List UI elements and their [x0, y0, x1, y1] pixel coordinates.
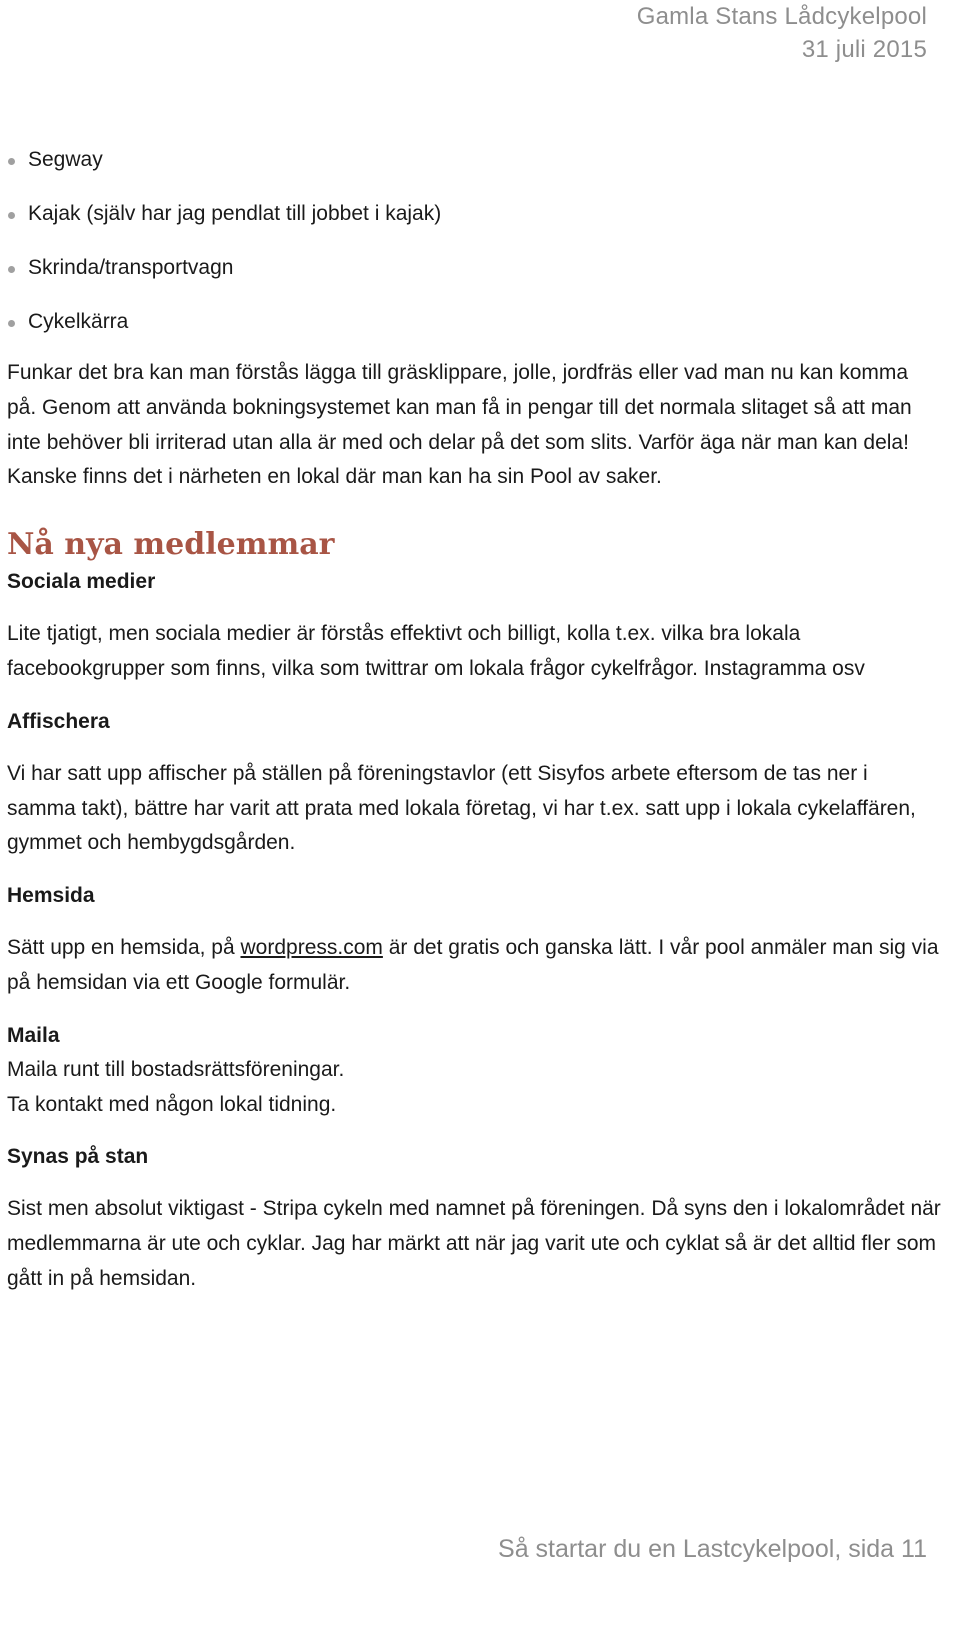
header-date: 31 juli 2015	[801, 36, 927, 63]
paragraph-synas-pa-stan: Sist men absolut viktigast - Stripa cykeln med namnet på föreningen. Då syns den i lokalområdet när medlemmarna är ute och cyklar. Jag har märkt att när jag varit ute och cyklat så är det alltid fler som gått in på hemsidan.	[7, 1197, 941, 1290]
wordpress-link[interactable]: wordpress.com	[240, 936, 383, 960]
bullet-icon	[8, 158, 15, 165]
subheading-sociala-medier: Sociala medier	[7, 570, 156, 594]
subheading-hemsida: Hemsida	[7, 884, 95, 908]
section-title: Nå nya medlemmar	[7, 527, 335, 563]
paragraph-maila-2: Ta kontakt med någon lokal tidning.	[7, 1092, 337, 1116]
list-item: Kajak (själv har jag pendlat till jobbet i kajak)	[7, 197, 942, 233]
subheading-synas-pa-stan: Synas på stan	[7, 1145, 149, 1169]
list-item: Skrinda/transportvagn	[7, 251, 942, 287]
header-title: Gamla Stans Lådcykelpool	[636, 3, 927, 30]
intro-paragraph: Funkar det bra kan man förstås lägga till gräsklippare, jolle, jordfräs eller vad man nu kan komma på. Genom att använda bokningsystemet kan man få in pengar till det normala slitaget så att man inte behöver bli irriterad utan alla är med och delar på det som slits. Varför äga när man kan dela! Kanske finns det i närheten en lokal där man kan ha sin Pool av saker.	[7, 361, 912, 489]
bullet-icon	[8, 266, 15, 273]
page-footer: Så startar du en Lastcykelpool, sida 11	[498, 1535, 927, 1563]
page-header	[637, 0, 927, 66]
paragraph-affischera: Vi har satt upp affischer på ställen på föreningstavlor (ett Sisyfos arbete eftersom de tas ner i samma takt), bättre har varit att prata med lokala företag, vi har t.ex. satt upp i lokala cykelaffären, gymmet och hembygdsgården.	[7, 761, 916, 855]
bullet-list	[7, 143, 942, 341]
subheading-affischera: Affischera	[7, 709, 110, 733]
list-item: Segway	[7, 143, 942, 179]
list-item: Cykelkärra	[7, 305, 942, 341]
page-content	[7, 143, 942, 1297]
bullet-icon	[8, 212, 15, 219]
paragraph-sociala-medier: Lite tjatigt, men sociala medier är förstås effektivt och billigt, kolla t.ex. vilka bra lokala facebookgrupper som finns, vilka som twittrar om lokala frågor cykelfrågor. Instagramma osv	[7, 622, 865, 680]
paragraph-hemsida: Sätt upp en hemsida, på wordpress.com är det gratis och ganska lätt. I vår pool anmäler man sig via på hemsidan via ett Google formulär.	[7, 936, 939, 994]
subheading-maila: Maila	[7, 1023, 60, 1047]
bullet-icon	[8, 320, 15, 327]
paragraph-maila-1: Maila runt till bostadsrättsföreningar.	[7, 1057, 345, 1081]
